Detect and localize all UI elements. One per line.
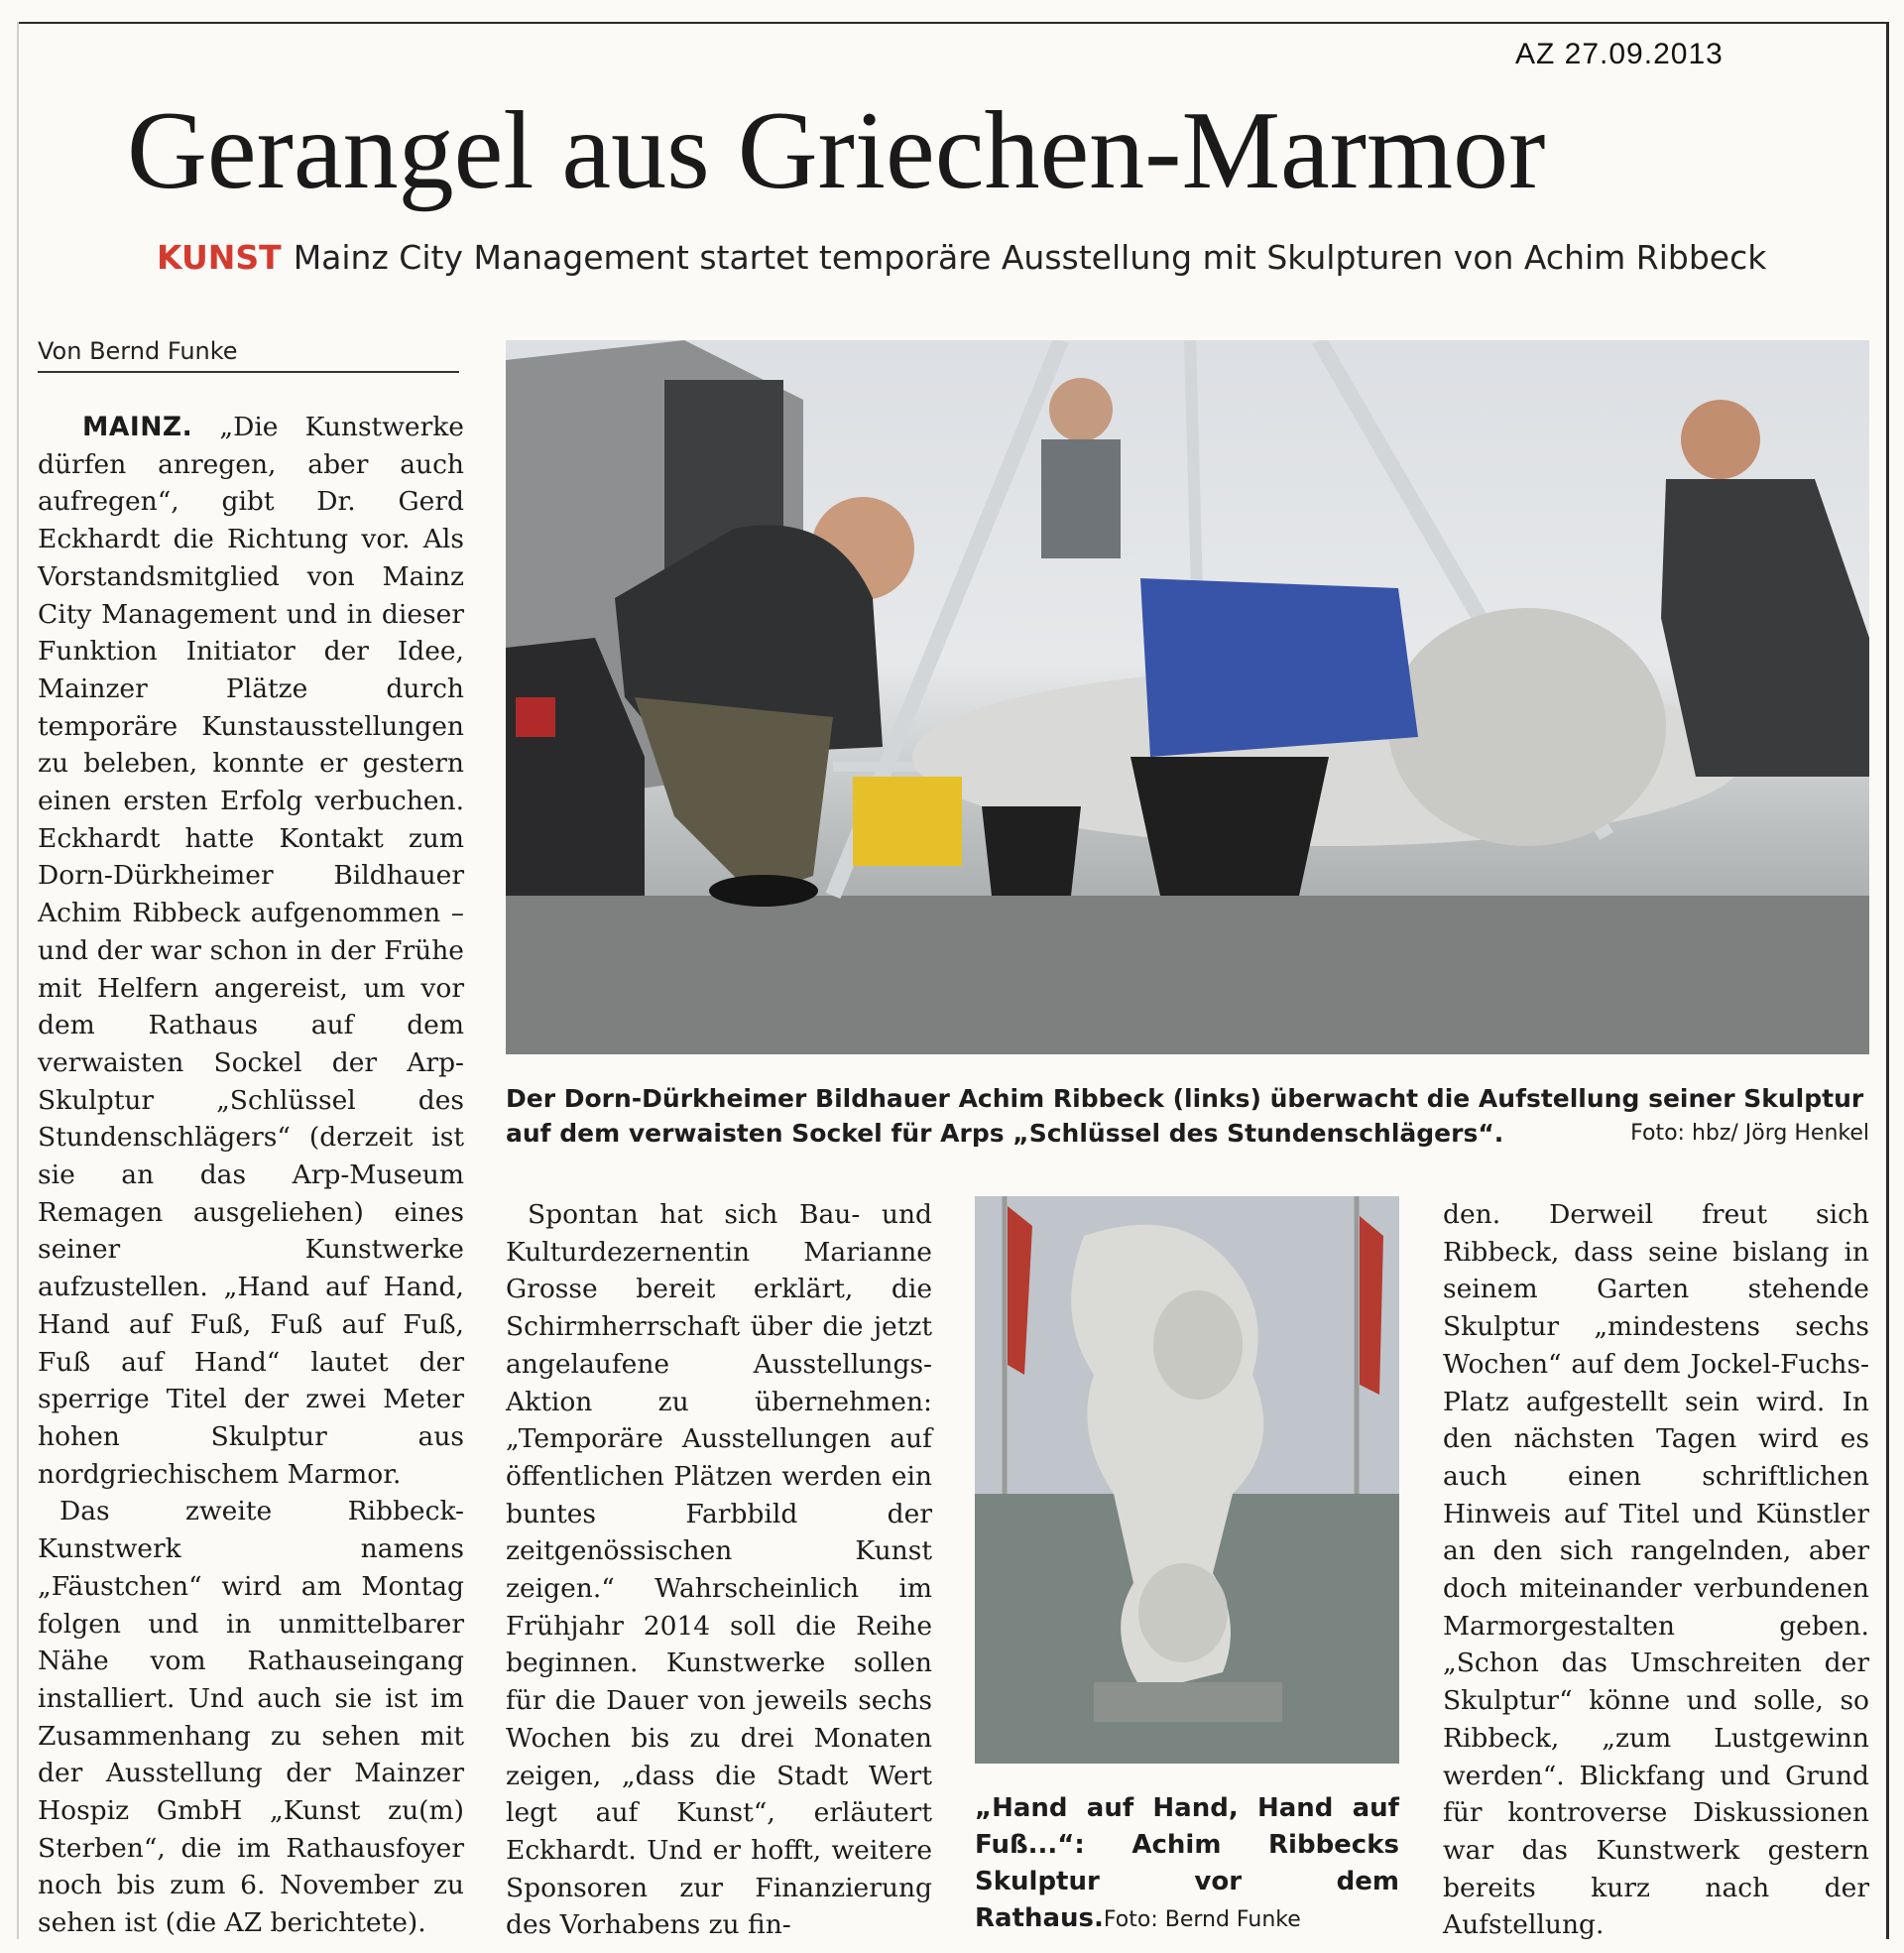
right-edge: [1886, 22, 1889, 1939]
dateline: MAINZ.: [82, 412, 193, 442]
paragraph-1-text: „Die Kunstwerke dürfen anregen, aber auch aufregen“, gibt Dr. Gerd Eckhardt die Richtung vor. Als Vorstandsmitglied von Mainz City Management und in dieser Funktion Initiator der Idee, Mainzer Plätze durch temporäre Kunstausstellungen zu beleben, konnte er gestern einen ersten Erfolg verbuchen. Eckhardt hatte Kontakt zum Dorn-Dürkheimer Bildhauer Achim Ribbeck aufgenommen – und der war schon in der Frühe mit Helfern angereist, um vor dem Rathaus auf dem verwaisten Sockel der Arp-Skulptur „Schlüssel des Stundenschlägers“ (derzeit ist sie an das Arp-Museum Remagen ausgeliehen) eines seiner Kunstwerke aufzustellen. „Hand auf Hand, Hand auf Fuß, Fuß auf Fuß, Fuß auf Hand“ lautet der sperrige Titel der zwei Meter hohen Skulptur aus nordgriechischem Marmor.: [38, 412, 464, 1490]
paragraph-3-part-2: den. Derweil freut sich Ribbeck, dass seine bislang in seinem Garten stehende Skulptur „mindestens sechs Wochen“ auf dem Jockel-Fuchs-Platz aufgestellt sein wird. In den nächsten Tagen wird es auch einen schriftlichen Hinweis auf Titel und Künstler an den sich rangelnden, aber doch miteinander verbundenen Marmorgestalten geben. „Schon das Umschreiten der Skulptur“ könne und solle, so Ribbeck, „zum Lustgewinn werden“. Blickfang und Grund für kontroverse Diskussionen war das Kunstwerk gestern bereits kurz nach der Aufstellung.: [1443, 1199, 1869, 1941]
blue-blanket: [1140, 578, 1418, 757]
photo-2-illustration: [975, 1196, 1399, 1764]
helper-body: [1041, 439, 1121, 558]
helper-right-head: [1681, 400, 1760, 479]
date-stamp: AZ 27.09.2013: [1515, 38, 1724, 70]
yellow-sponge: [853, 777, 962, 866]
photo-sculpture-rathaus: [975, 1196, 1399, 1764]
photo-1-caption: [506, 1081, 1869, 1151]
helper-head: [1049, 378, 1113, 441]
subheadline-row: [157, 238, 1843, 277]
top-rule: [18, 22, 1886, 24]
headline: Gerangel aus Griechen-Marmor: [127, 89, 1546, 212]
article-column-3: [1443, 1196, 1869, 1944]
ground: [506, 896, 1869, 1054]
paragraph-3-part-1: Spontan hat sich Bau- und Kulturdezernentin Marianne Grosse bereit erklärt, die Schirmherrschaft über die jetzt angelaufene Ausstellungs-Aktion zu übernehmen: „Temporäre Ausstellungen auf öffentlichen Plätzen werden ein buntes Farbbild der zeitgenössischen Kunst zeigen.“ Wahrscheinlich im Frühjahr 2014 soll die Reihe beginnen. Kunstwerke sollen für die Dauer von jeweils sechs Wochen bis zu drei Monaten zeigen, „dass die Stadt Wert legt auf Kunst“, erläutert Eckhardt. Und er hofft, weitere Sponsoren zur Finanzierung des Vorhabens zu fin-: [506, 1199, 932, 1941]
byline: Von Bernd Funke: [38, 337, 459, 373]
photo-1-credit: Foto: hbz/ Jörg Henkel: [1630, 1121, 1869, 1146]
flag-right: [1360, 1216, 1383, 1395]
paragraph-1: [38, 409, 464, 1493]
photo-1-caption-text: Der Dorn-Dürkheimer Bildhauer Achim Ribbeck (links) überwacht die Aufstellung seiner Skulptur auf dem verwaisten Sockel für Arps „Schlüssel des Stundenschlägers“.: [506, 1084, 1864, 1148]
photo-1-illustration: [506, 340, 1869, 1054]
photo-2-caption-text: „Hand auf Hand, Hand auf Fuß...“: Achim Ribbecks Skulptur vor dem Rathaus.: [975, 1793, 1399, 1933]
bucket-small: [982, 806, 1081, 896]
sculptor-trousers: [635, 697, 833, 896]
left-edge: [17, 22, 19, 1939]
paragraph-2: Das zweite Ribbeck-Kunstwerk namens „Fäustchen“ wird am Montag folgen und in unmittelbarer Nähe vom Rathauseingang installiert. Und auch sie ist im Zusammenhang zu sehen mit der Ausstellung der Mainzer Hospiz GmbH „Kunst zu(m) Sterben“, die im Rathausfoyer noch bis zum 6. November zu sehen ist (die AZ berichtete).: [38, 1496, 464, 1939]
photo-2-caption: [975, 1790, 1399, 1938]
article-column-1: [38, 409, 464, 1942]
sculpture-face: [1153, 1290, 1243, 1400]
photo-2-credit: Foto: Bernd Funke: [1103, 1907, 1301, 1932]
helper-right-jacket: [1661, 479, 1869, 777]
subheadline: Mainz City Management startet temporäre Ausstellung mit Skulpturen von Achim Ribbeck: [293, 238, 1767, 277]
photo-sculpture-installation: [506, 340, 1869, 1054]
kicker-label: KUNST: [157, 238, 282, 277]
sculpture-lower-head: [1138, 1563, 1228, 1662]
sculptor-shoe: [709, 875, 818, 907]
article-column-2: [506, 1196, 932, 1944]
car-taillight: [516, 697, 555, 737]
sculpture-head: [1388, 608, 1666, 846]
bucket-large: [1130, 757, 1329, 896]
sculpture-base: [1094, 1682, 1282, 1722]
